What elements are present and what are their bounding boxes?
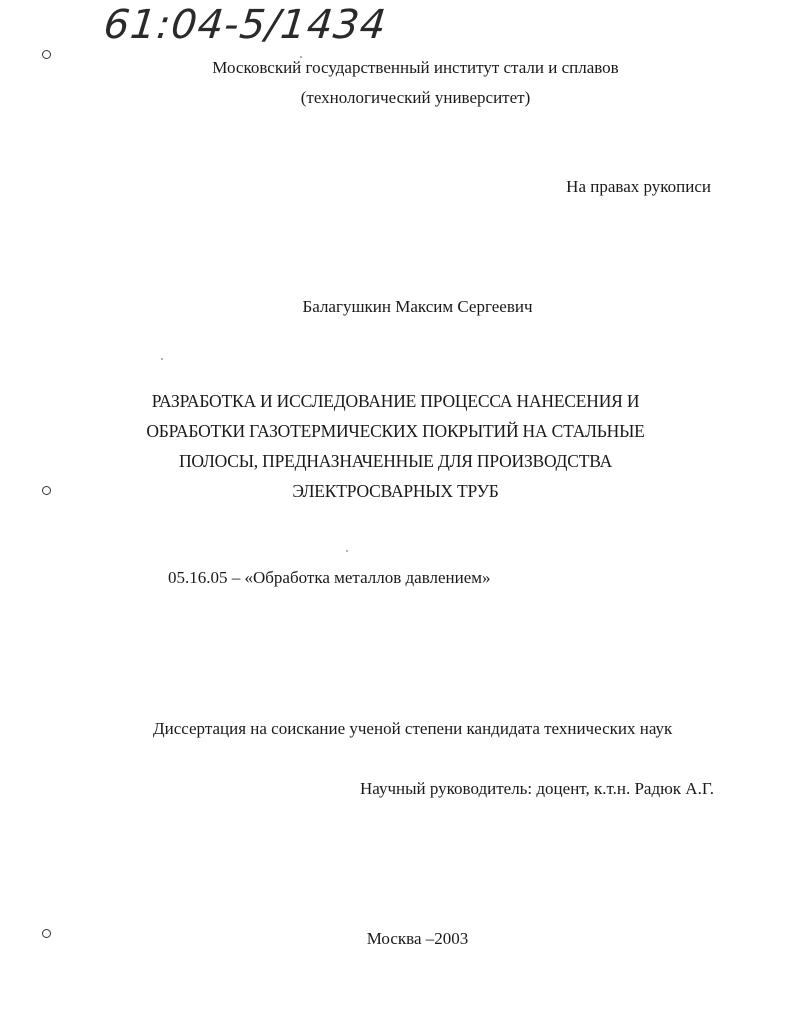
title-line: ПОЛОСЫ, ПРЕДНАЗНАЧЕННЫЕ ДЛЯ ПРОИЗВОДСТВА <box>178 451 613 471</box>
title-line: ОБРАБОТКИ ГАЗОТЕРМИЧЕСКИХ ПОКРЫТИЙ НА СТАЛЬНЫЕ <box>146 421 645 441</box>
institute-subtitle: (технологический университет) <box>300 88 531 107</box>
scan-speck <box>161 358 163 360</box>
specialty-code: 05.16.05 – «Обработка металлов давлением» <box>168 568 491 587</box>
manuscript-rights: На правах рукописи <box>566 177 711 196</box>
scan-speck <box>346 550 348 552</box>
scientific-advisor: Научный руководитель: доцент, к.т.н. Радюк А.Г. <box>360 779 714 798</box>
author-name: Балагушкин Максим Сергеевич <box>302 297 533 316</box>
city-year <box>0 929 791 949</box>
degree-statement: Диссертация на соискание ученой степени кандидата технических наук <box>153 719 673 738</box>
handwritten-archive-number: 61:04-5/1434 <box>101 2 389 48</box>
institute-name: Московский государственный институт стали и сплавов <box>212 58 619 77</box>
title-line: ЭЛЕКТРОСВАРНЫХ ТРУБ <box>292 481 499 501</box>
city-year-text: Москва –2003 <box>366 929 469 948</box>
dissertation-title <box>0 386 791 506</box>
title-line: РАЗРАБОТКА И ИССЛЕДОВАНИЕ ПРОЦЕССА НАНЕСЕНИЯ И <box>151 391 640 411</box>
